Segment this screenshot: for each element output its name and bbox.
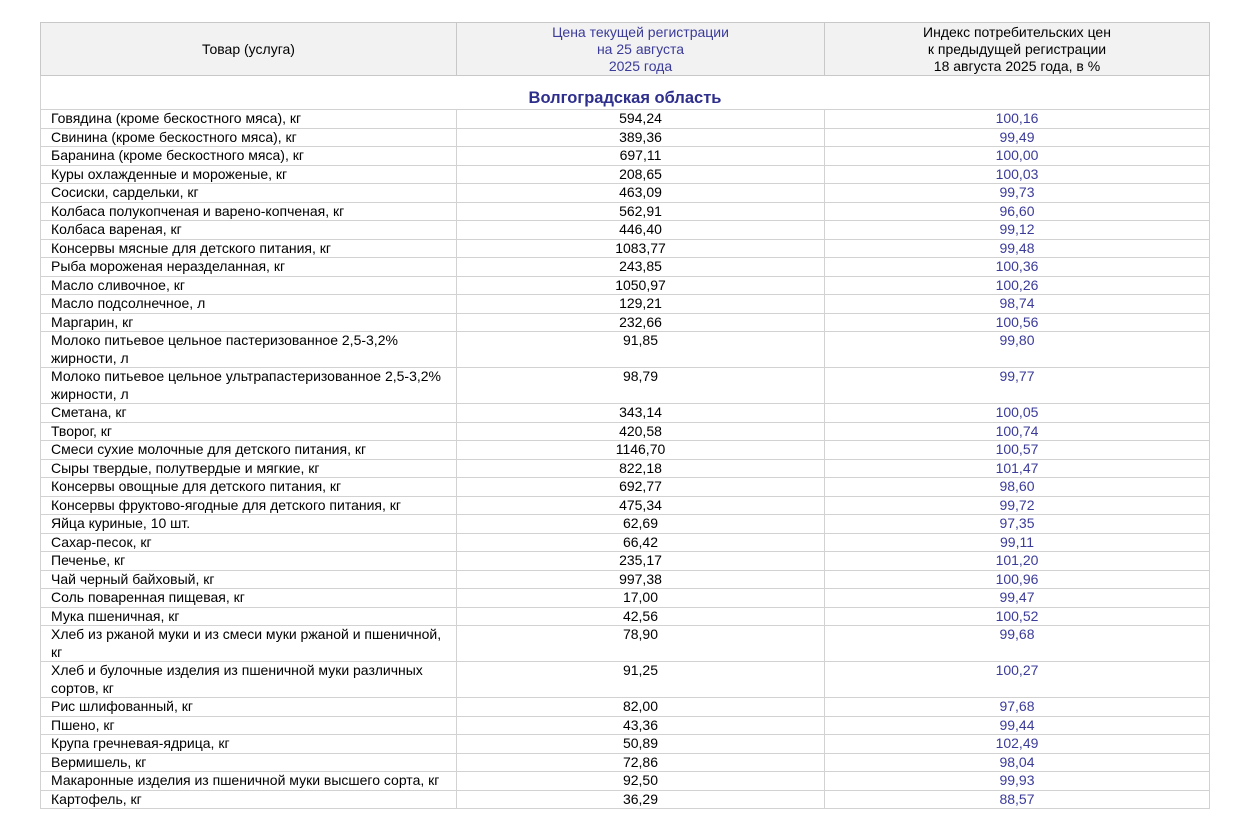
price-value: 66,42 [457,533,825,552]
product-name: Колбаса вареная, кг [41,221,457,240]
product-name: Консервы мясные для детского питания, кг [41,239,457,258]
table-row [41,128,1210,147]
table-row [41,368,1210,404]
product-name: Соль поваренная пищевая, кг [41,589,457,608]
index-value: 88,57 [825,790,1210,809]
index-value: 99,80 [825,332,1210,368]
product-name: Масло подсолнечное, л [41,295,457,314]
table-row [41,313,1210,332]
header-index-line: 18 августа 2025 года, в % [933,57,1101,74]
index-value: 100,03 [825,165,1210,184]
price-value: 98,79 [457,368,825,404]
table-row [41,147,1210,166]
price-value: 91,85 [457,332,825,368]
product-name: Чай черный байховый, кг [41,570,457,589]
index-value: 102,49 [825,735,1210,754]
table-row [41,716,1210,735]
product-name: Говядина (кроме бескостного мяса), кг [41,110,457,129]
index-value: 99,47 [825,589,1210,608]
product-name: Сахар-песок, кг [41,533,457,552]
table-row [41,515,1210,534]
product-name: Хлеб и булочные изделия из пшеничной муки различных сортов, кг [41,662,457,698]
product-name: Масло сливочное, кг [41,276,457,295]
price-value: 72,86 [457,753,825,772]
price-value: 446,40 [457,221,825,240]
index-value: 100,27 [825,662,1210,698]
price-value: 82,00 [457,698,825,717]
product-name: Макаронные изделия из пшеничной муки высшего сорта, кг [41,772,457,791]
index-value: 100,26 [825,276,1210,295]
product-name: Картофель, кг [41,790,457,809]
index-value: 99,77 [825,368,1210,404]
index-value: 100,96 [825,570,1210,589]
table-row [41,626,1210,662]
table-row [41,239,1210,258]
price-value: 62,69 [457,515,825,534]
table-row [41,607,1210,626]
table-row [41,258,1210,277]
index-value: 99,48 [825,239,1210,258]
table-row [41,662,1210,698]
price-value: 243,85 [457,258,825,277]
header-price-line: Цена текущей регистрации [552,23,729,40]
index-value: 100,56 [825,313,1210,332]
price-value: 594,24 [457,110,825,129]
price-value: 43,36 [457,716,825,735]
price-value: 91,25 [457,662,825,698]
price-value: 1083,77 [457,239,825,258]
price-value: 78,90 [457,626,825,662]
table-row [41,165,1210,184]
price-value: 42,56 [457,607,825,626]
price-value: 463,09 [457,184,825,203]
product-name: Консервы фруктово-ягодные для детского питания, кг [41,496,457,515]
table-row [41,478,1210,497]
price-value: 420,58 [457,422,825,441]
table-row [41,332,1210,368]
price-value: 50,89 [457,735,825,754]
index-value: 99,12 [825,221,1210,240]
price-value: 697,11 [457,147,825,166]
price-value: 389,36 [457,128,825,147]
price-value: 129,21 [457,295,825,314]
product-name: Хлеб из ржаной муки и из смеси муки ржаной и пшеничной, кг [41,626,457,662]
product-name: Консервы овощные для детского питания, кг [41,478,457,497]
index-value: 99,93 [825,772,1210,791]
table-row [41,276,1210,295]
price-table [40,22,1210,809]
table-row [41,735,1210,754]
product-name: Баранина (кроме бескостного мяса), кг [41,147,457,166]
header-index-line: Индекс потребительских цен [923,23,1111,40]
product-name: Колбаса полукопченая и варено-копченая, кг [41,202,457,221]
price-value: 1050,97 [457,276,825,295]
index-value: 99,73 [825,184,1210,203]
header-index-line: к предыдущей регистрации [927,40,1107,57]
index-value: 99,49 [825,128,1210,147]
product-name: Куры охлажденные и мороженые, кг [41,165,457,184]
index-value: 101,20 [825,552,1210,571]
index-value: 101,47 [825,459,1210,478]
product-name: Свинина (кроме бескостного мяса), кг [41,128,457,147]
index-value: 100,16 [825,110,1210,129]
product-name: Сметана, кг [41,404,457,423]
price-value: 36,29 [457,790,825,809]
price-value: 1146,70 [457,441,825,460]
index-value: 96,60 [825,202,1210,221]
index-value: 100,74 [825,422,1210,441]
header-price-line: 2025 года [608,57,673,74]
table-row [41,533,1210,552]
price-value: 208,65 [457,165,825,184]
table-row [41,772,1210,791]
table-row [41,221,1210,240]
header-price-line: на 25 августа [596,40,685,57]
index-value: 100,36 [825,258,1210,277]
price-value: 343,14 [457,404,825,423]
table-row [41,441,1210,460]
region-row [41,76,1210,110]
index-value: 97,68 [825,698,1210,717]
index-value: 98,74 [825,295,1210,314]
index-value: 100,05 [825,404,1210,423]
index-value: 99,72 [825,496,1210,515]
table-row [41,570,1210,589]
table-row [41,202,1210,221]
header-product: Товар (услуга) [41,23,457,76]
product-name: Вермишель, кг [41,753,457,772]
product-name: Рыба мороженая неразделанная, кг [41,258,457,277]
table-row [41,110,1210,129]
index-value: 99,44 [825,716,1210,735]
index-value: 98,04 [825,753,1210,772]
product-name: Рис шлифованный, кг [41,698,457,717]
table-row [41,790,1210,809]
price-value: 822,18 [457,459,825,478]
product-name: Яйца куриные, 10 шт. [41,515,457,534]
price-value: 235,17 [457,552,825,571]
index-value: 98,60 [825,478,1210,497]
table-row [41,698,1210,717]
table-row [41,184,1210,203]
product-name: Пшено, кг [41,716,457,735]
product-name: Сыры твердые, полутвердые и мягкие, кг [41,459,457,478]
product-name: Крупа гречневая-ядрица, кг [41,735,457,754]
table-row [41,422,1210,441]
price-value: 232,66 [457,313,825,332]
header-index [825,23,1210,76]
table-row [41,404,1210,423]
product-name: Смеси сухие молочные для детского питания, кг [41,441,457,460]
price-value: 475,34 [457,496,825,515]
index-value: 97,35 [825,515,1210,534]
price-value: 562,91 [457,202,825,221]
table-row [41,753,1210,772]
index-value: 100,57 [825,441,1210,460]
index-value: 100,00 [825,147,1210,166]
product-name: Маргарин, кг [41,313,457,332]
header-price [457,23,825,76]
product-name: Сосиски, сардельки, кг [41,184,457,203]
product-name: Мука пшеничная, кг [41,607,457,626]
table-header-row [41,23,1210,76]
index-value: 100,52 [825,607,1210,626]
price-value: 92,50 [457,772,825,791]
table-row [41,589,1210,608]
table-row [41,295,1210,314]
product-name: Печенье, кг [41,552,457,571]
table-row [41,459,1210,478]
index-value: 99,68 [825,626,1210,662]
table-row [41,496,1210,515]
product-name: Творог, кг [41,422,457,441]
table-row [41,552,1210,571]
product-name: Молоко питьевое цельное пастеризованное 2,5-3,2% жирности, л [41,332,457,368]
index-value: 99,11 [825,533,1210,552]
price-value: 997,38 [457,570,825,589]
price-value: 692,77 [457,478,825,497]
region-title: Волгоградская область [41,76,1210,110]
price-value: 17,00 [457,589,825,608]
product-name: Молоко питьевое цельное ультрапастеризованное 2,5-3,2% жирности, л [41,368,457,404]
